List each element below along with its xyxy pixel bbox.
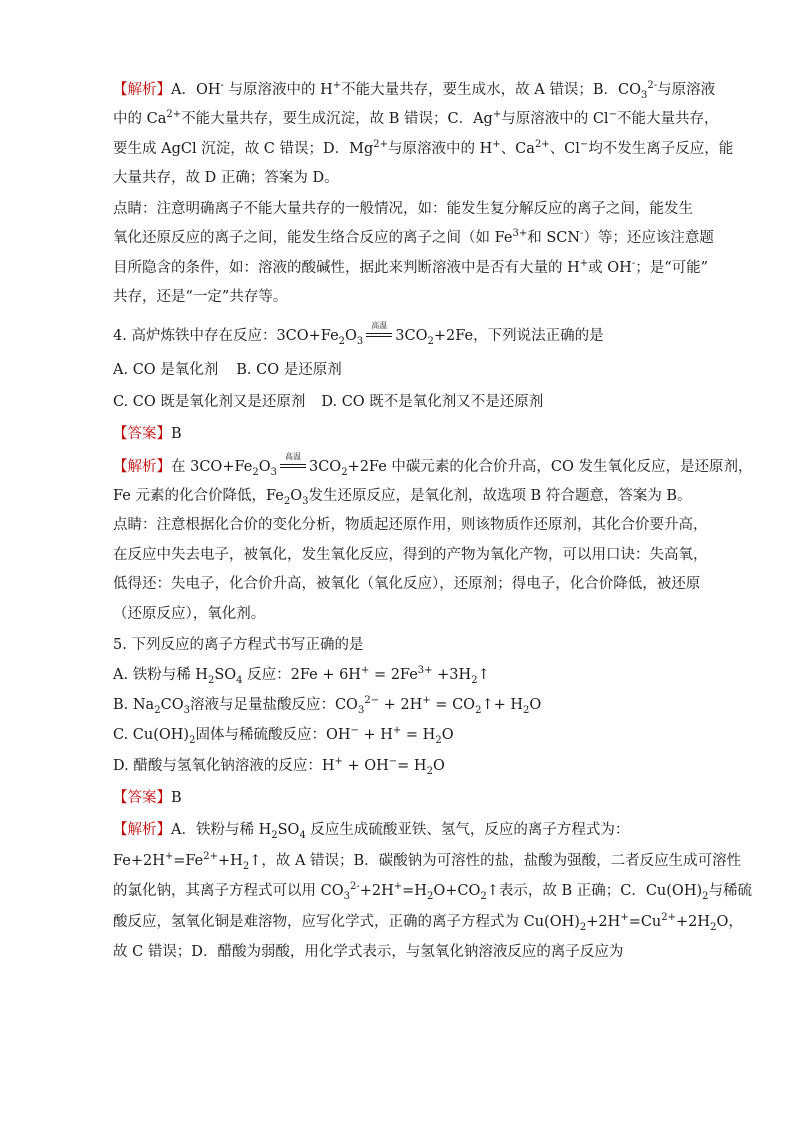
q5-option-a: A. 铁粉与稀 $H_2SO_4$ 反应：$2Fe + 6H^+ = 2Fe^{3+}$ $+3H_2↑$: [113, 665, 490, 686]
q5-stem: 5. 下列反应的离子方程式书写正确的是: [113, 637, 364, 653]
q3-analysis-line-1: 【解析】A．OH- 与原溶液中的 H+不能大量共存，要生成水，故 A 错误；B．$CO_3^{2-}$与原溶液: [113, 80, 716, 101]
q4-tip-line-3: 低得还：失电子，化合价升高，被氧化（氧化反应），还原剂；得电子，化合价降低，被还原: [113, 576, 701, 592]
analysis-tag: 【解析】: [113, 459, 171, 475]
q3-analysis-line-4: 大量共存，故 D 正确；答案为 D。: [113, 170, 339, 186]
q4-option-a: A. CO 是氧化剂: [113, 362, 219, 378]
q4-tip-line-1: 点睛：注意根据化合价的变化分析，物质起还原作用，则该物质作还原剂，其化合价要升高，: [113, 517, 708, 533]
answer-tag: 【答案】: [113, 426, 171, 442]
answer-tag: 【答案】: [113, 790, 171, 806]
q5-analysis-line-3: 的氯化钠，其离子方程式可以用 $CO_3^{2-}+2H^+=H_2O+CO_2↑$表示，故 B 正确；C．$Cu(OH)_2$与稀硫: [113, 881, 752, 902]
q3-tip-line-3: 目所隐含的条件，如：溶液的酸碱性，据此来判断溶液中是否有大量的 H+或 OH-；是“可能”: [113, 258, 709, 276]
q4-tip-line-4: （还原反应），氧化剂。: [113, 606, 266, 622]
q4-analysis-line-2: Fe 元素的化合价降低，$Fe_2O_3$发生还原反应，是氧化剂，故选项 B 符合题意，答案为 B。: [113, 488, 692, 507]
reaction-condition: 高温: [364, 322, 394, 340]
q4-option-d: D. CO 既不是氧化剂又不是还原剂: [321, 394, 544, 410]
q3-tip-line-2: 氧化还原反应的离子之间，能发生络合反应的离子之间（如 $Fe^{3+}$和 SCN-）等；还应该注意题: [113, 228, 714, 246]
q5-option-b: B. $Na_2CO_3$溶液与足量盐酸反应：$CO_3^{2-} + 2H^+$ = $CO_2↑+ H_2O$: [113, 695, 542, 716]
q4-option-c: C. CO 既是氧化剂又是还原剂: [113, 394, 306, 410]
q4-answer: 【答案】B: [113, 426, 182, 442]
q5-option-c: C. $Cu(OH)_2$固体与稀硫酸反应：$OH^- + H^+ = H_2O$: [113, 725, 454, 746]
q3-tip-line-4: 共存，还是“一定”共存等。: [113, 289, 288, 305]
q4-options-ab: [113, 358, 683, 382]
analysis-tag: 【解析】: [113, 822, 171, 838]
q5-analysis-line-1: 【解析】A．铁粉与稀 $H_2SO_4$ 反应生成硫酸亚铁、氢气，反应的离子方程式为：: [113, 822, 630, 841]
q4-option-b: B. CO 是还原剂: [236, 362, 342, 378]
analysis-tag: 【解析】: [113, 82, 171, 98]
reaction-condition: 高温: [278, 453, 308, 471]
q4-tip-line-2: 在反应中失去电子，被氧化，发生氧化反应，得到的产物为氧化产物，可以用口诀：失高氧，: [113, 547, 708, 563]
q3-analysis-line-2: 中的 $Ca^{2+}$不能大量共存，要生成沉淀，故 B 错误；C．Ag+与原溶液中的 Cl−不能大量共存，: [113, 109, 719, 127]
q5-option-d: D. 醋酸与氢氧化钠溶液的反应：$H^+ + OH^-= H_2O$: [113, 756, 445, 777]
q5-analysis-line-5: 故 C 错误；D．醋酸为弱酸，用化学式表示，与氢氧化钠溶液反应的离子反应为: [113, 944, 624, 960]
q4-analysis-line-1: 【解析】在 $3CO+Fe_2O_3$ 高温 $3CO_2+2Fe$ 中碳元素的化合价升高，CO 发生氧化反应，是还原剂，: [113, 452, 753, 478]
q5-analysis-line-4: 酸反应，氢氧化铜是难溶物，应写化学式，正确的离子方程式为 $Cu(OH)_2+2H^+=Cu^{2+}+2H_2O$，: [113, 912, 743, 933]
q4-options-cd: [113, 390, 683, 414]
q4-stem: 4. 高炉炼铁中存在反应：$3CO+Fe_2O_3$ 高温 $3CO_2+2Fe$，下列说法正确的是: [113, 321, 604, 347]
q3-tip-line-1: 点睛：注意明确离子不能大量共存的一般情况，如：能发生复分解反应的离子之间，能发生: [113, 201, 693, 217]
q5-analysis-line-2: $Fe+2H^+=Fe^{2+}+H_2↑$，故 A 错误；B．碳酸钠为可溶性的盐，盐酸为强酸，二者反应生成可溶性: [113, 851, 742, 872]
q3-analysis-line-3: 要生成 AgCl 沉淀，故 C 错误；D．$Mg^{2+}$与原溶液中的 H+、$Ca^{2+}$、Cl−均不发生离子反应，能: [113, 139, 734, 157]
q5-answer: 【答案】B: [113, 790, 182, 806]
